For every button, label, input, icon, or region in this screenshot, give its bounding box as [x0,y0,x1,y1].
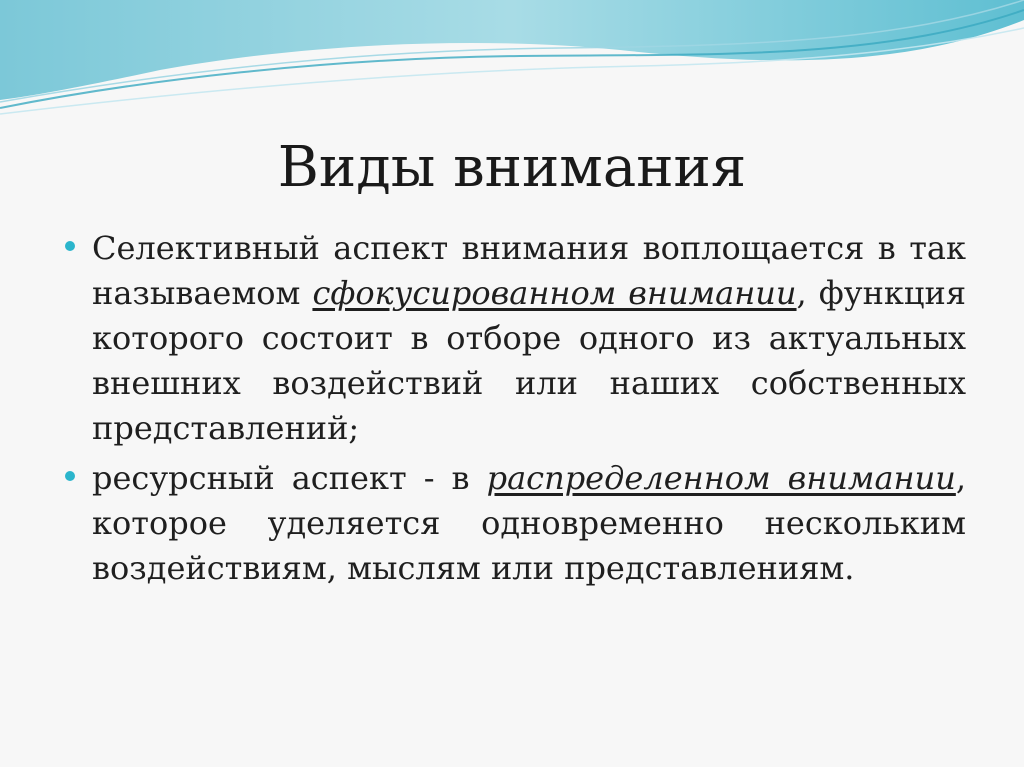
list-item [92,456,966,591]
slide-title: Виды внимания [277,135,747,200]
bullet-dot-icon [65,471,75,481]
bullet-list [92,226,966,596]
decorative-wave-banner [0,0,1024,130]
bullet-text: , которое уделяется одновременно нескольким воздействиям, мыслям или представлениям. [92,459,967,587]
list-item [92,226,966,451]
emphasized-term: сфокусированном внимании [312,274,797,312]
bullet-text: , функция которого состоит в отборе одного из актуальных внешних воздействий или наших собственных представлений; [92,274,967,447]
bullet-text: Селективный аспект внимания воплощается в так называемом [92,229,966,312]
bullet-dot-icon [65,241,75,251]
bullet-text: ресурсный аспект - в [92,459,487,497]
emphasized-term: распределенном внимании [486,459,956,497]
